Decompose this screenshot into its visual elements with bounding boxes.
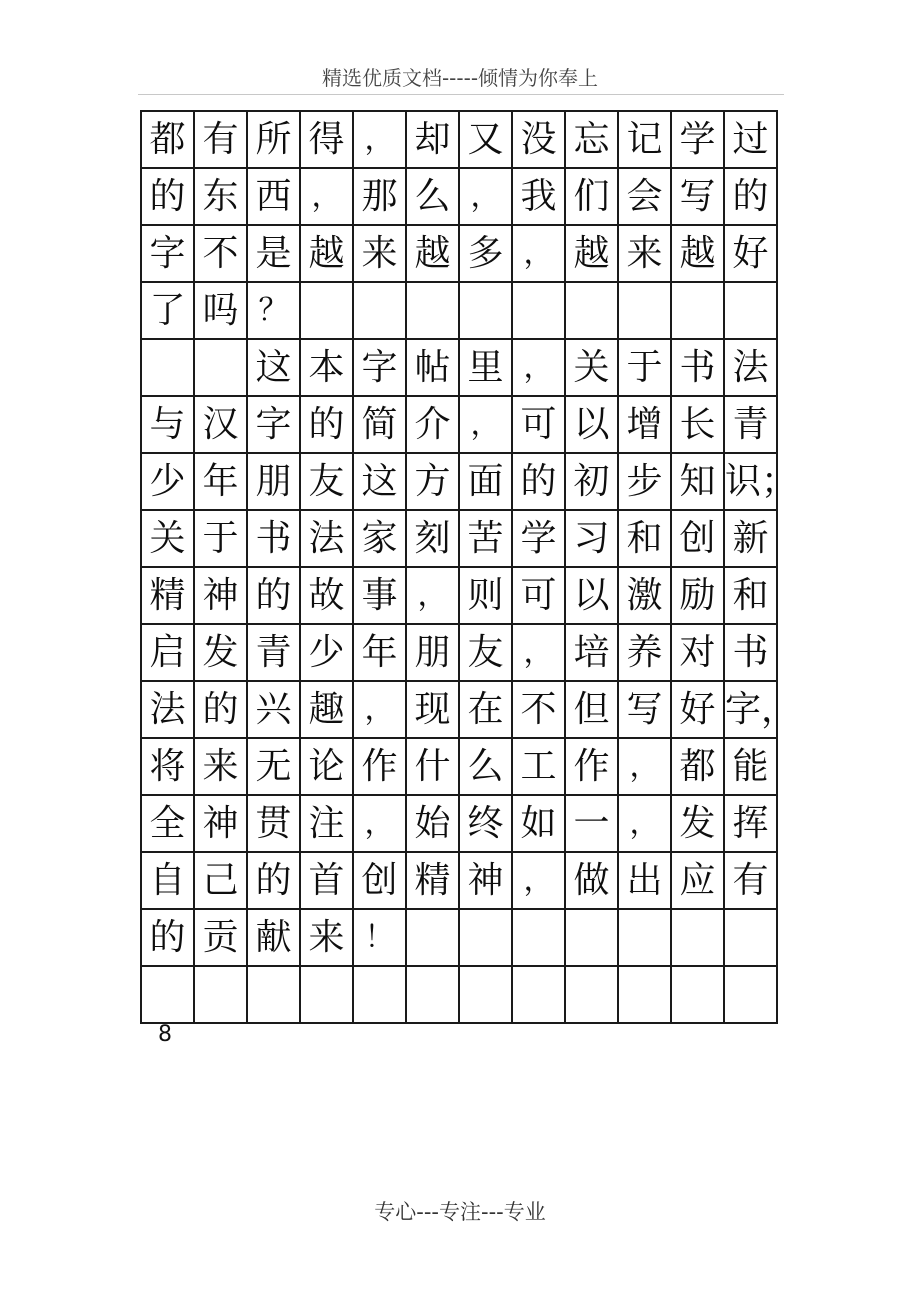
grid-cell: 这	[353, 453, 406, 510]
grid-cell: 记	[618, 111, 671, 168]
grid-row	[141, 681, 777, 738]
grid-cell	[406, 909, 459, 966]
grid-cell: 学	[512, 510, 565, 567]
grid-cell: 法	[141, 681, 194, 738]
grid-cell: 本	[300, 339, 353, 396]
grid-row	[141, 738, 777, 795]
grid-cell: 么	[406, 168, 459, 225]
grid-cell: 我	[512, 168, 565, 225]
grid-cell	[618, 282, 671, 339]
grid-cell: 面	[459, 453, 512, 510]
grid-cell: 步	[618, 453, 671, 510]
grid-cell: 关	[141, 510, 194, 567]
grid-cell: 的	[194, 681, 247, 738]
grid-cell: 发	[671, 795, 724, 852]
grid-cell	[512, 282, 565, 339]
grid-cell: 如	[512, 795, 565, 852]
grid-cell	[565, 966, 618, 1023]
grid-cell	[724, 909, 777, 966]
grid-cell: 事	[353, 567, 406, 624]
grid-cell: 了	[141, 282, 194, 339]
grid-cell: 好	[724, 225, 777, 282]
grid-cell: 东	[194, 168, 247, 225]
grid-cell: 新	[724, 510, 777, 567]
grid-cell: 神	[194, 795, 247, 852]
grid-cell: 多	[459, 225, 512, 282]
grid-cell: 出	[618, 852, 671, 909]
grid-cell: 都	[671, 738, 724, 795]
grid-cell: 初	[565, 453, 618, 510]
grid-cell: 故	[300, 567, 353, 624]
grid-cell: 却	[406, 111, 459, 168]
grid-cell: 自	[141, 852, 194, 909]
grid-cell: 家	[353, 510, 406, 567]
grid-cell: ，	[618, 738, 671, 795]
grid-cell	[300, 966, 353, 1023]
grid-row	[141, 453, 777, 510]
grid-cell: 刻	[406, 510, 459, 567]
grid-cell: 和	[724, 567, 777, 624]
grid-cell: 朋	[406, 624, 459, 681]
grid-cell	[353, 966, 406, 1023]
grid-cell: ！	[353, 909, 406, 966]
grid-cell: 写	[618, 681, 671, 738]
grid-cell	[406, 966, 459, 1023]
grid-cell: 的	[512, 453, 565, 510]
grid-cell: 现	[406, 681, 459, 738]
grid-cell: 但	[565, 681, 618, 738]
grid-cell: 以	[565, 567, 618, 624]
document-header: 精选优质文档-----倾情为你奉上	[321, 66, 599, 90]
grid-cell: 么	[459, 738, 512, 795]
grid-cell: 忘	[565, 111, 618, 168]
grid-cell: 书	[247, 510, 300, 567]
grid-cell	[724, 282, 777, 339]
grid-cell: 过	[724, 111, 777, 168]
grid-cell	[512, 966, 565, 1023]
grid-cell: 的	[247, 567, 300, 624]
grid-cell: ，	[512, 339, 565, 396]
grid-row	[141, 282, 777, 339]
grid-cell: 全	[141, 795, 194, 852]
grid-cell: 习	[565, 510, 618, 567]
grid-cell: 的	[247, 852, 300, 909]
grid-cell	[194, 966, 247, 1023]
grid-cell: 法	[300, 510, 353, 567]
grid-cell: 趣	[300, 681, 353, 738]
grid-cell: 不	[512, 681, 565, 738]
grid-cell: 神	[194, 567, 247, 624]
grid-cell: 西	[247, 168, 300, 225]
grid-cell	[194, 339, 247, 396]
grid-row	[141, 567, 777, 624]
grid-cell: ，	[512, 852, 565, 909]
grid-cell: 青	[724, 396, 777, 453]
grid-cell: 帖	[406, 339, 459, 396]
grid-cell: 学	[671, 111, 724, 168]
grid-cell: 作	[353, 738, 406, 795]
grid-cell: 们	[565, 168, 618, 225]
grid-cell	[459, 909, 512, 966]
grid-cell: 方	[406, 453, 459, 510]
grid-cell: 是	[247, 225, 300, 282]
grid-cell	[671, 282, 724, 339]
grid-cell: 字	[247, 396, 300, 453]
grid-cell: 字	[141, 225, 194, 282]
document-footer: 专心---专注---专业	[374, 1200, 546, 1224]
grid-cell: ，	[300, 168, 353, 225]
grid-cell: 能	[724, 738, 777, 795]
grid-cell: 书	[724, 624, 777, 681]
grid-cell: 发	[194, 624, 247, 681]
grid-cell: 有	[194, 111, 247, 168]
grid-cell: ，	[406, 567, 459, 624]
grid-row	[141, 852, 777, 909]
grid-cell: ，	[353, 681, 406, 738]
grid-cell: 注	[300, 795, 353, 852]
grid-cell: 可	[512, 567, 565, 624]
grid-cell	[671, 909, 724, 966]
grid-cell: 对	[671, 624, 724, 681]
grid-row	[141, 339, 777, 396]
grid-cell: 激	[618, 567, 671, 624]
grid-cell: 励	[671, 567, 724, 624]
grid-cell: ，	[512, 225, 565, 282]
grid-cell: 会	[618, 168, 671, 225]
writing-grid	[140, 110, 798, 1024]
grid-cell	[406, 282, 459, 339]
grid-cell: 则	[459, 567, 512, 624]
grid-row	[141, 510, 777, 567]
grid-cell: 识；	[724, 453, 777, 510]
grid-cell: 来	[300, 909, 353, 966]
grid-cell: 越	[671, 225, 724, 282]
grid-cell: 来	[353, 225, 406, 282]
grid-cell: 里	[459, 339, 512, 396]
grid-cell: 都	[141, 111, 194, 168]
grid-cell: 挥	[724, 795, 777, 852]
grid-cell: ，	[353, 795, 406, 852]
grid-cell: 朋	[247, 453, 300, 510]
character-grid-table	[140, 110, 798, 1024]
grid-cell: 好	[671, 681, 724, 738]
grid-cell: 关	[565, 339, 618, 396]
grid-row	[141, 624, 777, 681]
grid-cell	[459, 282, 512, 339]
grid-cell: 所	[247, 111, 300, 168]
grid-cell: 来	[194, 738, 247, 795]
grid-cell: 友	[459, 624, 512, 681]
grid-cell: 做	[565, 852, 618, 909]
grid-cell	[141, 339, 194, 396]
grid-cell: 兴	[247, 681, 300, 738]
grid-cell: 以	[565, 396, 618, 453]
grid-cell: 字，	[724, 681, 777, 738]
grid-row	[141, 795, 777, 852]
grid-cell: 简	[353, 396, 406, 453]
grid-cell: 青	[247, 624, 300, 681]
grid-cell: 增	[618, 396, 671, 453]
grid-row	[141, 909, 777, 966]
grid-cell: 法	[724, 339, 777, 396]
grid-cell: 得	[300, 111, 353, 168]
grid-cell: 那	[353, 168, 406, 225]
grid-cell: 首	[300, 852, 353, 909]
grid-cell: 终	[459, 795, 512, 852]
grid-cell	[247, 966, 300, 1023]
grid-row	[141, 111, 777, 168]
grid-cell: 启	[141, 624, 194, 681]
grid-cell: 贯	[247, 795, 300, 852]
grid-cell: ，	[459, 396, 512, 453]
grid-cell: 少	[141, 453, 194, 510]
grid-cell: 字	[353, 339, 406, 396]
grid-cell	[618, 966, 671, 1023]
grid-cell: 越	[300, 225, 353, 282]
page-number: 8	[158, 1022, 172, 1047]
grid-cell: 作	[565, 738, 618, 795]
grid-cell: 贡	[194, 909, 247, 966]
grid-cell: 苦	[459, 510, 512, 567]
grid-cell: 什	[406, 738, 459, 795]
grid-cell: 于	[618, 339, 671, 396]
grid-cell: 己	[194, 852, 247, 909]
grid-cell	[618, 909, 671, 966]
grid-cell: ，	[353, 111, 406, 168]
grid-cell: 养	[618, 624, 671, 681]
grid-cell: 书	[671, 339, 724, 396]
grid-cell: 的	[141, 909, 194, 966]
grid-cell: 无	[247, 738, 300, 795]
grid-cell: 创	[353, 852, 406, 909]
grid-cell: 越	[406, 225, 459, 282]
grid-cell: 汉	[194, 396, 247, 453]
grid-cell: 的	[141, 168, 194, 225]
grid-cell: 神	[459, 852, 512, 909]
grid-cell: 介	[406, 396, 459, 453]
grid-cell: 这	[247, 339, 300, 396]
grid-cell: 吗	[194, 282, 247, 339]
grid-cell: 年	[353, 624, 406, 681]
grid-cell	[300, 282, 353, 339]
grid-cell: 长	[671, 396, 724, 453]
grid-cell: 一	[565, 795, 618, 852]
grid-cell: 始	[406, 795, 459, 852]
grid-cell: 来	[618, 225, 671, 282]
grid-cell: 创	[671, 510, 724, 567]
grid-cell: 友	[300, 453, 353, 510]
grid-cell: 有	[724, 852, 777, 909]
grid-cell: 和	[618, 510, 671, 567]
grid-cell: ，	[618, 795, 671, 852]
grid-cell	[353, 282, 406, 339]
grid-cell: 论	[300, 738, 353, 795]
grid-cell	[512, 909, 565, 966]
grid-cell: ，	[512, 624, 565, 681]
grid-cell: 可	[512, 396, 565, 453]
grid-row	[141, 225, 777, 282]
grid-cell: 应	[671, 852, 724, 909]
grid-cell: 的	[300, 396, 353, 453]
grid-row	[141, 168, 777, 225]
grid-cell	[141, 966, 194, 1023]
grid-cell: 没	[512, 111, 565, 168]
grid-row	[141, 396, 777, 453]
grid-cell: 越	[565, 225, 618, 282]
grid-cell	[724, 966, 777, 1023]
grid-cell	[671, 966, 724, 1023]
grid-cell: 写	[671, 168, 724, 225]
grid-cell: 献	[247, 909, 300, 966]
grid-cell: 在	[459, 681, 512, 738]
grid-cell: 精	[141, 567, 194, 624]
grid-cell: 与	[141, 396, 194, 453]
grid-cell	[459, 966, 512, 1023]
grid-cell: 知	[671, 453, 724, 510]
grid-cell: ？	[247, 282, 300, 339]
grid-cell	[565, 909, 618, 966]
header-divider	[138, 94, 784, 95]
grid-cell: 不	[194, 225, 247, 282]
grid-cell: 于	[194, 510, 247, 567]
grid-cell: 培	[565, 624, 618, 681]
grid-cell: 精	[406, 852, 459, 909]
grid-cell: 又	[459, 111, 512, 168]
grid-cell	[565, 282, 618, 339]
grid-cell: 年	[194, 453, 247, 510]
grid-cell: 工	[512, 738, 565, 795]
grid-cell: ，	[459, 168, 512, 225]
grid-cell: 的	[724, 168, 777, 225]
grid-cell: 少	[300, 624, 353, 681]
grid-cell: 将	[141, 738, 194, 795]
grid-row	[141, 966, 777, 1023]
